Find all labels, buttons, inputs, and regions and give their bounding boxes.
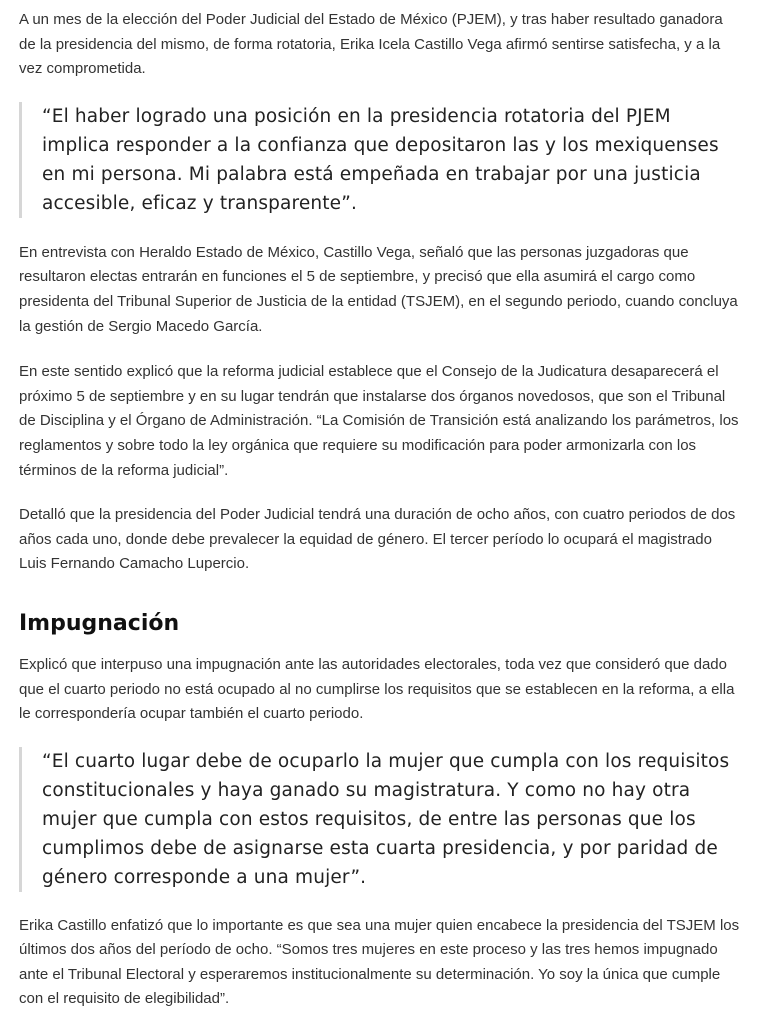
pull-quote: “El haber logrado una posición en la presidencia rotatoria del PJEM implica responder a la confianza que depositaron las y los mexiquenses en mi persona. Mi palabra está empeñada en trabajar por una justicia accesible, eficaz y transparente”. [19,102,741,218]
article-paragraph: Erika Castillo enfatizó que lo importante es que sea una mujer quien encabece la presidencia del TSJEM los últimos dos años del período de ocho. “Somos tres mujeres en este proceso y las tres hemos impugnado ante el Tribunal Electoral y esperaremos institucionalmente su determinación. Yo soy la única que cumple con el requisito de elegibilidad”. [19,916,740,1008]
article-paragraph: En este sentido explicó que la reforma judicial establece que el Consejo de la Judicatura desaparecerá el próximo 5 de septiembre y en su lugar tendrán que instalarse dos órganos novedosos, que son el Tribunal de Disciplina y el Órgano de Administración. “La Comisión de Transición está analizando los parámetros, los reglamentos y sobre todo la ley orgánica que requiere su modificación para poder armonizarla con los términos de la reforma judicial”. [19,363,739,479]
article-paragraph: En entrevista con Heraldo Estado de México, Castillo Vega, señaló que las personas juzgadoras que resultaron electas entrarán en funciones el 5 de septiembre, y precisó que ella asumirá el cargo como presidenta del Tribunal Superior de Justicia de la entidad (TSJEM), en el segundo periodo, cuando concluya la gestión de Sergio Macedo García. [19,243,738,335]
pull-quote: “El cuarto lugar debe de ocuparlo la mujer que cumpla con los requisitos constitucionales y haya ganado su magistratura. Y como no hay otra mujer que cumpla con estos requisitos, de entre las personas que los cumplimos debe de asignarse esta cuarta presidencia, y por paridad de género corresponde a una mujer”. [19,747,741,892]
article-paragraph: Explicó que interpuso una impugnación ante las autoridades electorales, toda vez que consideró que dado que el cuarto periodo no está ocupado al no cumplirse los requisitos que se establecen en la reforma, a ella le correspondería ocupar también el cuarto periodo. [19,655,735,723]
section-heading: Impugnación [19,610,180,636]
article-paragraph: A un mes de la elección del Poder Judicial del Estado de México (PJEM), y tras haber resultado ganadora de la presidencia del mismo, de forma rotatoria, Erika Icela Castillo Vega afirmó sentirse satisfecha, y a la vez comprometida. [19,11,723,78]
article-body [19,8,741,1012]
article-paragraph: Detalló que la presidencia del Poder Judicial tendrá una duración de ocho años, con cuatro periodos de dos años cada uno, donde debe prevalecer la equidad de género. El tercer período lo ocupará el magistrado Luis Fernando Camacho Lupercio. [19,506,736,573]
